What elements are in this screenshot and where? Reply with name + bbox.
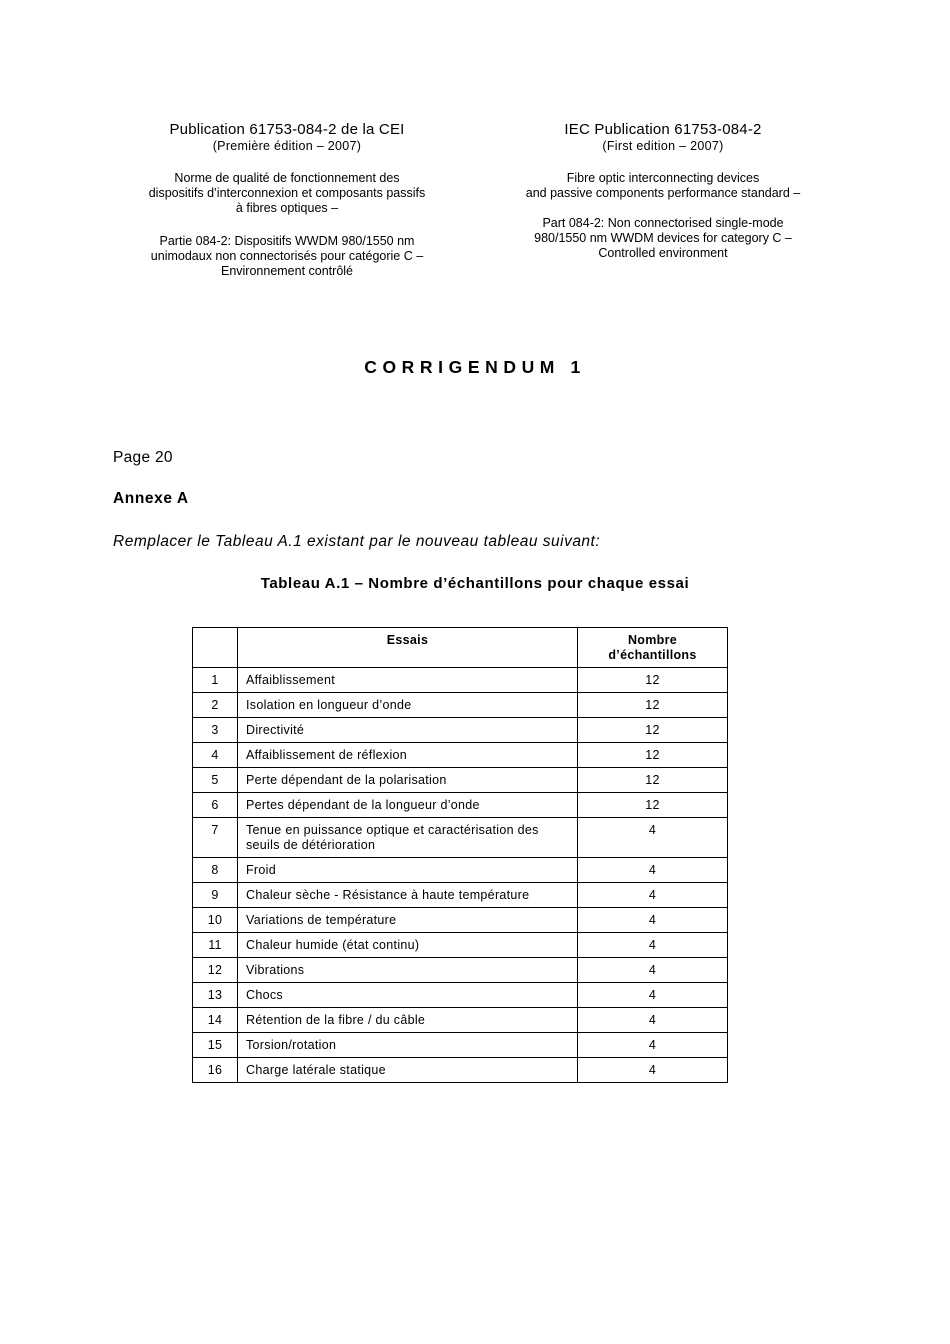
table-row bbox=[193, 818, 728, 858]
row-essai: Pertes dépendant de la longueur d’onde bbox=[238, 793, 578, 818]
row-sample-count: 4 bbox=[578, 858, 728, 883]
row-number: 13 bbox=[193, 983, 238, 1008]
row-essai: Directivité bbox=[238, 718, 578, 743]
row-sample-count: 4 bbox=[578, 818, 728, 858]
row-essai: Vibrations bbox=[238, 958, 578, 983]
header-english bbox=[490, 121, 836, 261]
replacement-instruction: Remplacer le Tableau A.1 existant par le nouveau tableau suivant: bbox=[113, 533, 601, 550]
row-sample-count: 4 bbox=[578, 983, 728, 1008]
annex-heading: Annexe A bbox=[113, 490, 189, 507]
row-number: 10 bbox=[193, 908, 238, 933]
table-row bbox=[193, 718, 728, 743]
row-number: 4 bbox=[193, 743, 238, 768]
row-essai: Froid bbox=[238, 858, 578, 883]
table-row bbox=[193, 858, 728, 883]
part-title-fr: Partie 084-2: Dispositifs WWDM 980/1550 nm unimodaux non connectorisés pour catégorie C – Environnement contrôlé bbox=[150, 234, 424, 278]
table-row bbox=[193, 933, 728, 958]
row-number: 15 bbox=[193, 1033, 238, 1058]
row-number: 9 bbox=[193, 883, 238, 908]
table-header-row bbox=[193, 628, 728, 668]
row-number: 8 bbox=[193, 858, 238, 883]
standard-title-en: Fibre optic interconnecting devices and passive components performance standard – bbox=[525, 171, 801, 200]
row-sample-count: 4 bbox=[578, 1033, 728, 1058]
table-row bbox=[193, 908, 728, 933]
header-essais: Essais bbox=[238, 628, 578, 668]
row-essai: Torsion/rotation bbox=[238, 1033, 578, 1058]
table-row bbox=[193, 768, 728, 793]
row-sample-count: 4 bbox=[578, 1008, 728, 1033]
table-row bbox=[193, 1058, 728, 1083]
row-sample-count: 12 bbox=[578, 743, 728, 768]
row-sample-count: 12 bbox=[578, 768, 728, 793]
page-reference: Page 20 bbox=[113, 449, 173, 466]
row-sample-count: 12 bbox=[578, 668, 728, 693]
table-row bbox=[193, 983, 728, 1008]
row-number: 7 bbox=[193, 818, 238, 858]
row-number: 16 bbox=[193, 1058, 238, 1083]
publication-title-fr: Publication 61753-084-2 de la CEI bbox=[169, 121, 405, 138]
row-sample-count: 4 bbox=[578, 933, 728, 958]
row-number: 3 bbox=[193, 718, 238, 743]
table-row bbox=[193, 883, 728, 908]
row-essai: Chocs bbox=[238, 983, 578, 1008]
header-number bbox=[193, 628, 238, 668]
row-essai: Charge latérale statique bbox=[238, 1058, 578, 1083]
row-sample-count: 12 bbox=[578, 693, 728, 718]
row-sample-count: 4 bbox=[578, 883, 728, 908]
row-number: 1 bbox=[193, 668, 238, 693]
row-number: 2 bbox=[193, 693, 238, 718]
row-sample-count: 4 bbox=[578, 908, 728, 933]
row-sample-count: 12 bbox=[578, 718, 728, 743]
row-essai: Affaiblissement bbox=[238, 668, 578, 693]
row-essai: Chaleur sèche - Résistance à haute température bbox=[238, 883, 578, 908]
samples-table bbox=[192, 627, 728, 1083]
table-row bbox=[193, 958, 728, 983]
edition-en: (First edition – 2007) bbox=[602, 139, 724, 153]
header-count: Nombre d’échantillons bbox=[578, 628, 728, 668]
table-caption: Tableau A.1 – Nombre d’échantillons pour chaque essai bbox=[260, 575, 690, 592]
row-essai: Variations de température bbox=[238, 908, 578, 933]
row-number: 14 bbox=[193, 1008, 238, 1033]
row-sample-count: 12 bbox=[578, 793, 728, 818]
header-french bbox=[112, 121, 462, 279]
corrigendum-title: CORRIGENDUM 1 bbox=[364, 357, 586, 377]
table-row bbox=[193, 793, 728, 818]
row-sample-count: 4 bbox=[578, 1058, 728, 1083]
table-row bbox=[193, 743, 728, 768]
part-title-en: Part 084-2: Non connectorised single-mode 980/1550 nm WWDM devices for category C – Controlled environment bbox=[534, 216, 792, 260]
row-essai: Rétention de la fibre / du câble bbox=[238, 1008, 578, 1033]
edition-fr: (Première édition – 2007) bbox=[212, 139, 362, 153]
row-number: 5 bbox=[193, 768, 238, 793]
row-essai: Isolation en longueur d’onde bbox=[238, 693, 578, 718]
row-number: 12 bbox=[193, 958, 238, 983]
table-row bbox=[193, 1008, 728, 1033]
table-row bbox=[193, 1033, 728, 1058]
row-number: 11 bbox=[193, 933, 238, 958]
row-essai: Tenue en puissance optique et caractérisation des seuils de détérioration bbox=[238, 818, 578, 858]
row-number: 6 bbox=[193, 793, 238, 818]
row-essai: Affaiblissement de réflexion bbox=[238, 743, 578, 768]
standard-title-fr: Norme de qualité de fonctionnement des dispositifs d’interconnexion et composants passifs à fibres optiques – bbox=[148, 171, 426, 215]
table-row bbox=[193, 668, 728, 693]
publication-title-en: IEC Publication 61753-084-2 bbox=[564, 121, 762, 138]
table-row bbox=[193, 693, 728, 718]
row-essai: Chaleur humide (état continu) bbox=[238, 933, 578, 958]
row-sample-count: 4 bbox=[578, 958, 728, 983]
row-essai: Perte dépendant de la polarisation bbox=[238, 768, 578, 793]
